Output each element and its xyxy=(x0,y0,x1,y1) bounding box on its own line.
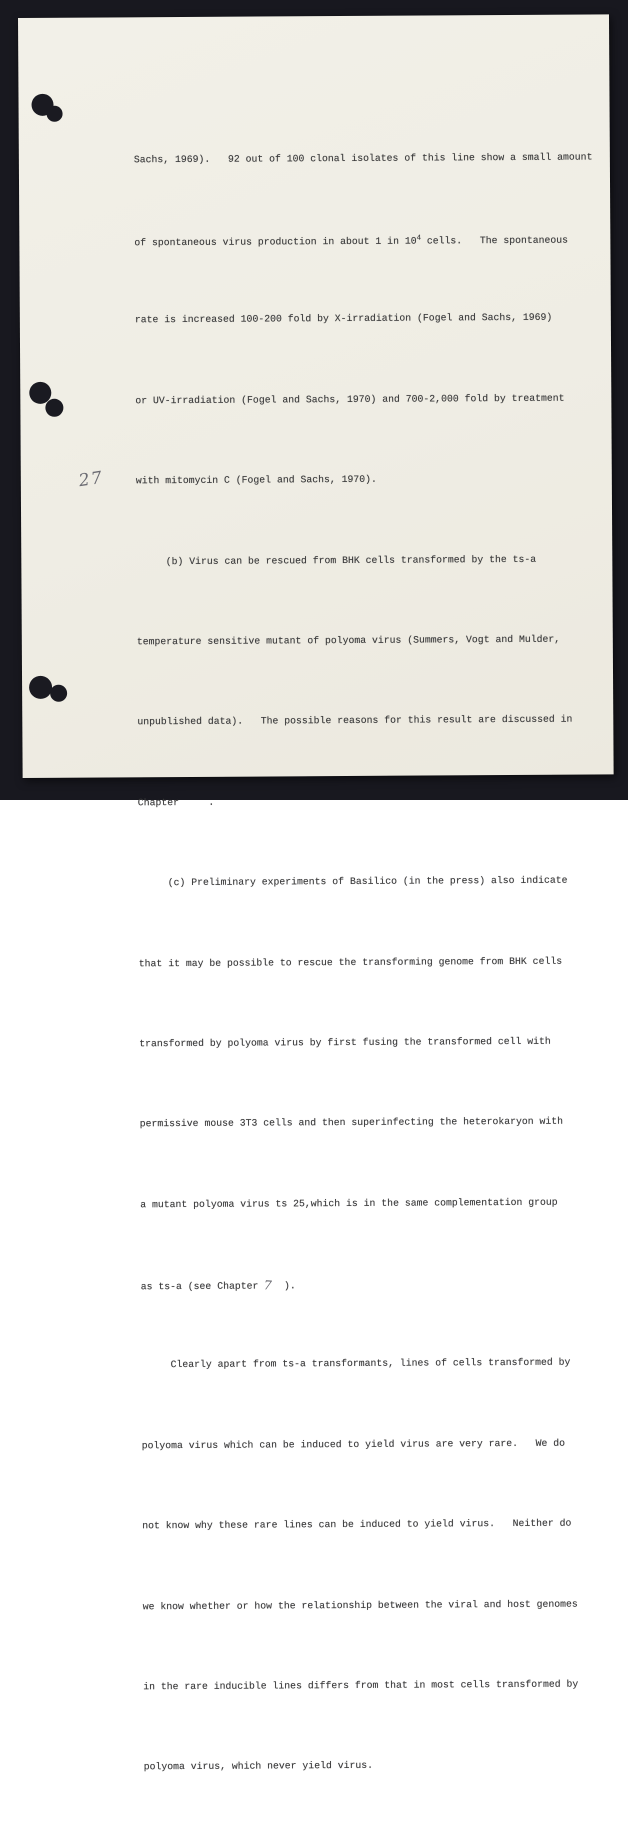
text-line: we know whether or how the relationship between the viral and host genomes xyxy=(142,1598,578,1612)
text-segment: of spontaneous virus production in about 1 in 10 xyxy=(134,235,417,249)
text-line: polyoma virus, which never yield virus. xyxy=(143,1760,374,1773)
superscript-exponent: 4 xyxy=(416,234,422,243)
text-segment: as ts-a (see Chapter xyxy=(140,1280,265,1293)
text-line: Chapter . xyxy=(137,796,215,809)
text-line: that it may be possible to rescue the transforming genome from BHK cells xyxy=(138,955,563,969)
text-line: with mitomycin C (Fogel and Sachs, 1970). xyxy=(135,473,377,487)
text-line: (c) Preliminary experiments of Basilico (in the press) also indicate xyxy=(138,874,568,889)
punch-hole-bottom-large xyxy=(29,676,52,699)
text-line: in the rare inducible lines differs from that in most cells transformed by xyxy=(143,1678,579,1693)
text-segment: ). xyxy=(272,1280,296,1292)
handwritten-chapter-number: 7 xyxy=(263,1277,273,1293)
text-line: a mutant polyoma virus ts 25,which is in the same complementation group xyxy=(140,1196,558,1210)
text-line: Sachs, 1969). 92 out of 100 clonal isolates of this line show a small amount xyxy=(133,151,593,165)
text-line: (b) Virus can be rescued from BHK cells transformed by the ts-a xyxy=(136,553,537,567)
punch-hole-top-small xyxy=(47,106,63,122)
text-line: rate is increased 100-200 fold by X-irradiation (Fogel and Sachs, 1969) xyxy=(134,312,553,326)
text-line xyxy=(141,1270,600,1300)
typed-text-block xyxy=(133,90,602,1835)
text-line: polyoma virus which can be induced to yield virus are very rare. We do xyxy=(141,1437,566,1452)
punch-hole-bottom-small xyxy=(50,685,67,702)
text-line: Clearly apart from ts-a transformants, lines of cells transformed by xyxy=(141,1357,571,1371)
text-line: or UV-irradiation (Fogel and Sachs, 1970) and 700-2,000 fold by treatment xyxy=(135,392,565,407)
text-line: unpublished data). The possible reasons for this result are discussed in xyxy=(137,713,573,728)
text-line: transformed by polyoma virus by first fusing the transformed cell with xyxy=(139,1035,551,1050)
document-page xyxy=(18,14,614,1773)
text-line: temperature sensitive mutant of polyoma virus (Summers, Vogt and Mulder, xyxy=(136,633,561,648)
text-line xyxy=(134,224,593,254)
text-line: not know why these rare lines can be induced to yield virus. Neither do xyxy=(142,1517,572,1532)
punch-hole-middle-small xyxy=(45,399,63,417)
text-line: permissive mouse 3T3 cells and then superinfecting the heterokaryon with xyxy=(139,1115,564,1130)
handwritten-margin-note: 27 xyxy=(77,467,105,492)
text-segment: cells. The spontaneous xyxy=(420,234,569,247)
